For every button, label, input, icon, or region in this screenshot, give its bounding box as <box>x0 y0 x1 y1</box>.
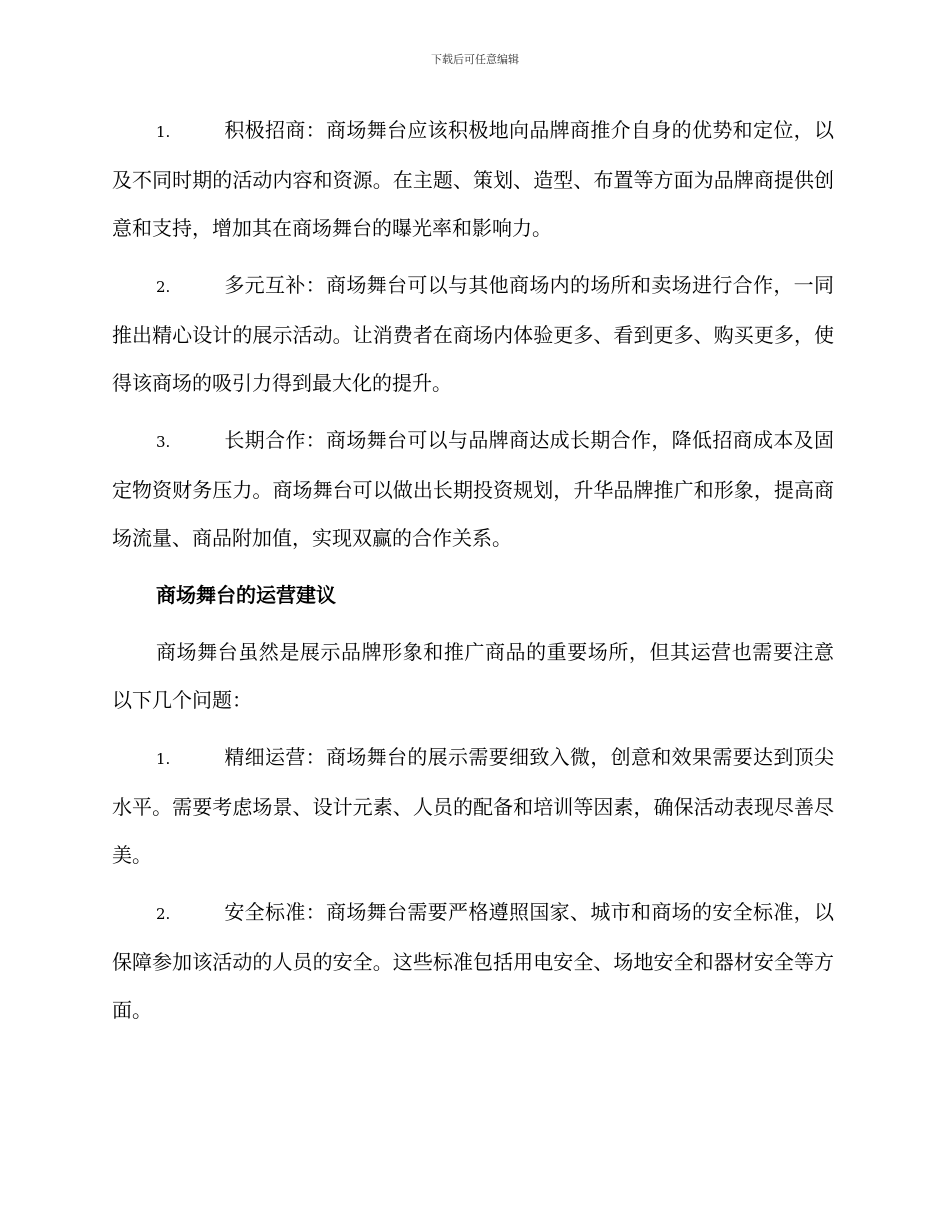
list-item <box>112 416 834 562</box>
list-number: 2. <box>156 278 171 296</box>
list-number: 3. <box>156 433 171 451</box>
list-item-text: 长期合作：商场舞台可以与品牌商达成长期合作，降低招商成本及固定物资财务压力。商场舞台可以做出长期投资规划，升华品牌推广和形象，提高商场流量、商品附加值，实现双赢的合作关系。 <box>112 428 834 550</box>
list-item <box>112 733 834 879</box>
list-number: 1. <box>156 123 171 141</box>
list-item <box>112 106 834 252</box>
list-number: 1. <box>156 750 171 768</box>
page-header-note: 下载后可任意编辑 <box>431 53 519 66</box>
list-item-text: 安全标准：商场舞台需要严格遵照国家、城市和商场的安全标准，以保障参加该活动的人员的安全。这些标准包括用电安全、场地安全和器材安全等方面。 <box>112 900 834 1022</box>
list-item <box>112 888 834 1034</box>
list-item-text: 积极招商：商场舞台应该积极地向品牌商推介自身的优势和定位，以及不同时期的活动内容和资源。在主题、策划、造型、布置等方面为品牌商提供创意和支持，增加其在商场舞台的曝光率和影响力。 <box>112 118 834 240</box>
document-body <box>112 106 834 1043</box>
list-item <box>112 261 834 407</box>
list-number: 2. <box>156 905 171 923</box>
list-item-text: 多元互补：商场舞台可以与其他商场内的场所和卖场进行合作，一同推出精心设计的展示活动。让消费者在商场内体验更多、看到更多、购买更多，使得该商场的吸引力得到最大化的提升。 <box>112 273 834 395</box>
section-heading: 商场舞台的运营建议 <box>156 583 336 607</box>
list-item-text: 精细运营：商场舞台的展示需要细致入微，创意和效果需要达到顶尖水平。需要考虑场景、设计元素、人员的配备和培训等因素，确保活动表现尽善尽美。 <box>112 745 834 867</box>
section-intro: 商场舞台虽然是展示品牌形象和推广商品的重要场所，但其运营也需要注意以下几个问题： <box>112 640 834 712</box>
